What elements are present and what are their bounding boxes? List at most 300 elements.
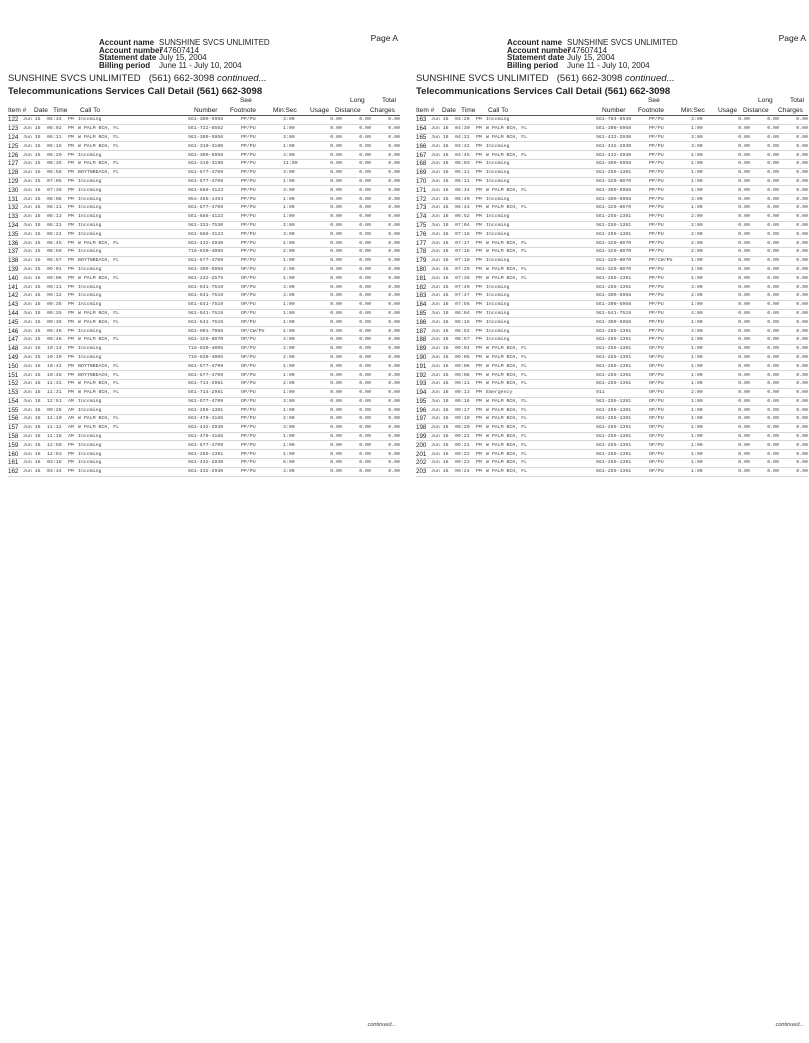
call-to: Incoming xyxy=(78,152,102,158)
call-date: Jun 16 xyxy=(431,460,449,466)
table-row xyxy=(8,362,400,371)
call-to: W PALM BCH, FL xyxy=(78,390,120,396)
call-meridiem: PM xyxy=(68,161,74,167)
usage-charge: 0.00 xyxy=(738,178,750,184)
phone-number: 561-255-1391 xyxy=(596,381,632,387)
phone-number: 561-309-5958 xyxy=(188,134,224,140)
item-number: 142 xyxy=(8,292,19,300)
call-meridiem: PM xyxy=(476,381,482,387)
long-distance-charge: 0.00 xyxy=(359,187,371,193)
call-date: Jun 16 xyxy=(431,293,449,299)
billing-period-label: Billing period xyxy=(507,60,559,70)
call-time: 12:53 xyxy=(47,451,62,457)
call-meridiem: PM xyxy=(476,398,482,404)
usage-charge: 0.00 xyxy=(330,372,342,378)
item-number: 159 xyxy=(8,441,19,449)
duration: 1:00 xyxy=(691,407,703,413)
footnote: OP/PU xyxy=(241,302,256,308)
usage-charge: 0.00 xyxy=(330,187,342,193)
call-date: Jun 16 xyxy=(23,434,41,440)
footnote: PP/PU xyxy=(649,302,664,308)
call-date: Jun 15 xyxy=(23,196,41,202)
call-to: BOYTNBEACH, FL xyxy=(78,372,120,378)
item-number: 151 xyxy=(8,371,19,379)
total-charge: 0.00 xyxy=(796,143,808,149)
call-time: 09:35 xyxy=(47,310,62,316)
long-distance-charge: 0.00 xyxy=(767,451,779,457)
table-row xyxy=(8,441,400,450)
call-to: W PALM BCH, FL xyxy=(486,152,528,158)
total-charge: 0.00 xyxy=(796,284,808,290)
total-charge: 0.00 xyxy=(796,346,808,352)
item-number: 165 xyxy=(416,133,427,141)
call-to: W PALM BCH, FL xyxy=(78,310,120,316)
account-name: SUNSHINE SVCS UNLIMITED xyxy=(567,38,678,47)
total-charge: 0.00 xyxy=(388,416,400,422)
call-date: Jun 15 xyxy=(23,178,41,184)
footnote: OP/PU xyxy=(649,469,664,475)
footnote: OP/PU xyxy=(649,346,664,352)
call-time: 12:50 xyxy=(47,442,62,448)
phone-number: 561-329-8070 xyxy=(188,337,224,343)
long-distance-charge: 0.00 xyxy=(359,205,371,211)
total-charge: 0.00 xyxy=(796,117,808,123)
long-distance-charge: 0.00 xyxy=(359,363,371,369)
call-to: Incoming xyxy=(486,178,510,184)
call-time: 07:40 xyxy=(455,284,470,290)
footnote: OP/PU xyxy=(649,442,664,448)
item-number: 197 xyxy=(416,415,427,423)
duration: 1:00 xyxy=(283,451,295,457)
call-meridiem: PM xyxy=(476,258,482,264)
duration: 4:00 xyxy=(283,337,295,343)
item-number: 127 xyxy=(8,160,19,168)
col-item: Item # xyxy=(8,107,27,114)
call-to: W PALM BCH, FL xyxy=(78,134,120,140)
call-date: Jun 15 xyxy=(23,187,41,193)
call-time: 10:14 xyxy=(47,346,62,352)
call-date: Jun 16 xyxy=(431,328,449,334)
item-number: 169 xyxy=(416,169,427,177)
call-date: Jun 15 xyxy=(23,143,41,149)
table-row xyxy=(416,186,808,195)
long-distance-charge: 0.00 xyxy=(359,354,371,360)
total-charge: 0.00 xyxy=(388,231,400,237)
call-to: Incoming xyxy=(78,442,102,448)
long-distance-charge: 0.00 xyxy=(767,390,779,396)
usage-charge: 0.00 xyxy=(738,398,750,404)
phone-number: 716-830-4005 xyxy=(188,249,224,255)
call-time: 08:24 xyxy=(47,231,62,237)
long-distance-charge: 0.00 xyxy=(767,205,779,211)
long-distance-charge: 0.00 xyxy=(359,293,371,299)
item-number: 129 xyxy=(8,177,19,185)
page-label: Page A xyxy=(370,33,398,43)
table-row xyxy=(8,397,400,406)
usage-charge: 0.00 xyxy=(738,469,750,475)
call-date: Jun 16 xyxy=(431,170,449,176)
table-row xyxy=(416,124,808,133)
long-distance-charge: 0.00 xyxy=(767,310,779,316)
call-meridiem: PM xyxy=(476,302,482,308)
usage-charge: 0.00 xyxy=(330,266,342,272)
call-meridiem: PM xyxy=(68,205,74,211)
call-meridiem: PM xyxy=(68,275,74,281)
total-charge: 0.00 xyxy=(388,205,400,211)
call-time: 08:50 xyxy=(47,249,62,255)
duration: 1:00 xyxy=(283,390,295,396)
total-charge: 0.00 xyxy=(796,196,808,202)
call-time: 08:13 xyxy=(47,214,62,220)
item-number: 144 xyxy=(8,309,19,317)
call-to: Incoming xyxy=(78,178,102,184)
footnote: PP/PU xyxy=(241,170,256,176)
phone-number: 561-310-3190 xyxy=(188,161,224,167)
call-meridiem: PM xyxy=(68,354,74,360)
table-row xyxy=(416,159,808,168)
call-meridiem: PM xyxy=(68,231,74,237)
long-distance-charge: 0.00 xyxy=(359,143,371,149)
total-charge: 0.00 xyxy=(388,152,400,158)
footnote: PP/PU xyxy=(241,161,256,167)
call-meridiem: AM xyxy=(68,398,74,404)
account-number: 747607414 xyxy=(159,45,200,55)
item-number: 149 xyxy=(8,353,19,361)
item-number: 147 xyxy=(8,336,19,344)
usage-charge: 0.00 xyxy=(738,240,750,246)
headline-continued: continued... xyxy=(625,73,675,84)
footnote: PP/PU xyxy=(649,205,664,211)
table-row xyxy=(416,335,808,344)
usage-charge: 0.00 xyxy=(330,425,342,431)
call-time: 09:46 xyxy=(47,337,62,343)
headline-continued: continued... xyxy=(217,73,267,84)
footnote: OP/PU xyxy=(241,275,256,281)
duration: 1:00 xyxy=(283,196,295,202)
item-number: 139 xyxy=(8,265,19,273)
call-meridiem: AM xyxy=(68,425,74,431)
usage-charge: 0.00 xyxy=(330,143,342,149)
call-date: Jun 16 xyxy=(431,266,449,272)
call-date: Jun 15 xyxy=(23,214,41,220)
total-charge: 0.00 xyxy=(388,284,400,290)
call-time: 09:06 xyxy=(455,363,470,369)
duration: 1:00 xyxy=(691,469,703,475)
call-to: Incoming xyxy=(78,346,102,352)
phone-number: 561-255-1391 xyxy=(596,434,632,440)
usage-charge: 0.00 xyxy=(738,302,750,308)
call-date: Jun 16 xyxy=(431,407,449,413)
total-charge: 0.00 xyxy=(388,407,400,413)
call-time: 09:06 xyxy=(47,275,62,281)
total-charge: 0.00 xyxy=(388,293,400,299)
table-row xyxy=(8,195,400,204)
usage-charge: 0.00 xyxy=(738,170,750,176)
table-row xyxy=(416,459,808,468)
usage-charge: 0.00 xyxy=(330,407,342,413)
call-time: 07:04 xyxy=(455,222,470,228)
long-distance-charge: 0.00 xyxy=(359,196,371,202)
call-meridiem: PM xyxy=(476,354,482,360)
item-number: 153 xyxy=(8,389,19,397)
total-charge: 0.00 xyxy=(388,249,400,255)
call-meridiem: PM xyxy=(476,222,482,228)
table-row xyxy=(416,353,808,362)
usage-charge: 0.00 xyxy=(738,143,750,149)
call-time: 07:18 xyxy=(455,249,470,255)
footnote: PP/PU xyxy=(241,451,256,457)
call-meridiem: PM xyxy=(476,214,482,220)
usage-charge: 0.00 xyxy=(738,425,750,431)
phone-number: 561-255-1391 xyxy=(596,398,632,404)
duration: 3:00 xyxy=(283,134,295,140)
call-to: Incoming xyxy=(78,293,102,299)
call-date: Jun 15 xyxy=(23,249,41,255)
footnote: PP/PU xyxy=(649,134,664,140)
call-date: Jun 16 xyxy=(431,196,449,202)
account-number-label: Account number xyxy=(99,45,163,55)
table-row xyxy=(416,221,808,230)
call-date: Jun 15 xyxy=(23,302,41,308)
item-number: 174 xyxy=(416,213,427,221)
phone-number: 561-432-2930 xyxy=(596,143,632,149)
item-number: 135 xyxy=(8,230,19,238)
call-time: 06:34 xyxy=(455,187,470,193)
duration: 1:00 xyxy=(283,442,295,448)
usage-charge: 0.00 xyxy=(330,258,342,264)
phone-number: 561-577-4709 xyxy=(188,372,224,378)
call-date: Jun 15 xyxy=(23,161,41,167)
continued-note: continued... xyxy=(367,1022,396,1028)
call-meridiem: PM xyxy=(476,390,482,396)
phone-number: 561-255-1391 xyxy=(596,275,632,281)
footnote: OP/PU xyxy=(241,381,256,387)
total-charge: 0.00 xyxy=(388,126,400,132)
usage-charge: 0.00 xyxy=(330,205,342,211)
call-time: 09:20 xyxy=(455,425,470,431)
headline-company: SUNSHINE SVCS UNLIMITED xyxy=(8,73,141,84)
table-row xyxy=(8,265,400,274)
total-charge: 0.00 xyxy=(796,126,808,132)
total-charge: 0.00 xyxy=(388,328,400,334)
col-usage: Usage xyxy=(718,107,738,114)
duration: 1:00 xyxy=(691,416,703,422)
long-distance-charge: 0.00 xyxy=(767,161,779,167)
footnote: PP/PU xyxy=(649,240,664,246)
section-headline xyxy=(416,73,675,84)
usage-charge: 0.00 xyxy=(330,354,342,360)
phone-number: 561-686-4123 xyxy=(188,187,224,193)
usage-charge: 0.00 xyxy=(738,381,750,387)
usage-charge: 0.00 xyxy=(738,205,750,211)
call-meridiem: PM xyxy=(476,187,482,193)
table-row xyxy=(8,309,400,318)
call-date: Jun 16 xyxy=(431,117,449,123)
call-date: Jun 16 xyxy=(431,240,449,246)
call-date: Jun 16 xyxy=(431,469,449,475)
call-date: Jun 16 xyxy=(431,249,449,255)
call-time: 09:46 xyxy=(47,328,62,334)
table-row xyxy=(8,318,400,327)
footnote: OP/PU xyxy=(241,372,256,378)
call-time: 06:40 xyxy=(455,196,470,202)
call-to: Incoming xyxy=(78,214,102,220)
total-charge: 0.00 xyxy=(796,222,808,228)
duration: 1:00 xyxy=(691,434,703,440)
call-meridiem: PM xyxy=(476,205,482,211)
call-time: 05:11 xyxy=(455,170,470,176)
duration: 1:00 xyxy=(691,337,703,343)
call-date: Jun 15 xyxy=(23,354,41,360)
call-to: W PALM BCH, FL xyxy=(78,275,120,281)
duration: 3:00 xyxy=(283,170,295,176)
table-row xyxy=(8,159,400,168)
call-to: Incoming xyxy=(486,214,510,220)
call-time: 10:42 xyxy=(47,363,62,369)
call-date: Jun 16 xyxy=(23,451,41,457)
total-charge: 0.00 xyxy=(796,258,808,264)
table-row xyxy=(8,327,400,336)
item-number: 183 xyxy=(416,292,427,300)
call-date: Jun 16 xyxy=(431,126,449,132)
total-charge: 0.00 xyxy=(796,293,808,299)
call-time: 03:34 xyxy=(47,469,62,475)
call-date: Jun 15 xyxy=(23,310,41,316)
call-meridiem: PM xyxy=(476,231,482,237)
long-distance-charge: 0.00 xyxy=(359,178,371,184)
call-date: Jun 15 xyxy=(23,134,41,140)
call-meridiem: PM xyxy=(476,434,482,440)
phone-number: 561-686-4123 xyxy=(188,214,224,220)
table-row xyxy=(8,168,400,177)
call-meridiem: PM xyxy=(476,117,482,123)
call-to: Incoming xyxy=(486,302,510,308)
call-meridiem: AM xyxy=(68,416,74,422)
call-date: Jun 16 xyxy=(431,205,449,211)
call-meridiem: PM xyxy=(476,143,482,149)
table-row xyxy=(8,300,400,309)
call-to: Incoming xyxy=(78,196,102,202)
total-charge: 0.00 xyxy=(388,187,400,193)
call-to: BOYTNBEACH, FL xyxy=(78,363,120,369)
usage-charge: 0.00 xyxy=(738,152,750,158)
usage-charge: 0.00 xyxy=(330,319,342,325)
total-charge: 0.00 xyxy=(796,460,808,466)
footnote: PP/PU xyxy=(649,178,664,184)
total-charge: 0.00 xyxy=(388,258,400,264)
footnote: OP/PU xyxy=(649,372,664,378)
footnote: PP/PU xyxy=(649,143,664,149)
call-to: W PALM BCH, FL xyxy=(486,266,528,272)
long-distance-charge: 0.00 xyxy=(767,196,779,202)
call-meridiem: PM xyxy=(68,372,74,378)
footnote: PP/PU xyxy=(649,161,664,167)
table-row xyxy=(8,256,400,265)
footnote: PP/PU xyxy=(649,293,664,299)
phone-number: 561-541-7519 xyxy=(188,293,224,299)
long-distance-charge: 0.00 xyxy=(359,390,371,396)
phone-number: 561-478-4188 xyxy=(188,434,224,440)
phone-number: 716-830-4005 xyxy=(188,354,224,360)
phone-number: 561-255-1391 xyxy=(596,328,632,334)
total-charge: 0.00 xyxy=(796,328,808,334)
duration: 1:00 xyxy=(283,258,295,264)
table-row xyxy=(416,423,808,432)
usage-charge: 0.00 xyxy=(330,161,342,167)
call-time: 08:04 xyxy=(455,310,470,316)
usage-charge: 0.00 xyxy=(738,284,750,290)
call-date: Jun 16 xyxy=(431,425,449,431)
duration: 1:00 xyxy=(691,178,703,184)
table-row xyxy=(8,203,400,212)
call-time: 09:19 xyxy=(455,416,470,422)
call-date: Jun 16 xyxy=(431,416,449,422)
long-distance-charge: 0.00 xyxy=(359,222,371,228)
call-to: W PALM BCH, FL xyxy=(486,460,528,466)
table-row xyxy=(416,195,808,204)
long-distance-charge: 0.00 xyxy=(359,434,371,440)
call-meridiem: PM xyxy=(476,284,482,290)
long-distance-charge: 0.00 xyxy=(359,346,371,352)
call-date: Jun 16 xyxy=(431,381,449,387)
phone-number: 561-329-8070 xyxy=(596,258,632,264)
table-row xyxy=(8,221,400,230)
account-number-label: Account number xyxy=(507,45,571,55)
footnote: PP/PU xyxy=(649,284,664,290)
call-time: 07:19 xyxy=(455,258,470,264)
call-meridiem: PM xyxy=(476,293,482,299)
call-time: 06:15 xyxy=(47,143,62,149)
item-number: 196 xyxy=(416,406,427,414)
total-charge: 0.00 xyxy=(796,170,808,176)
call-to: W PALM BCH, FL xyxy=(78,126,120,132)
phone-number: 561-577-4709 xyxy=(188,442,224,448)
call-time: 09:35 xyxy=(47,302,62,308)
long-distance-charge: 0.00 xyxy=(767,354,779,360)
item-number: 171 xyxy=(416,186,427,194)
item-number: 146 xyxy=(8,327,19,335)
phone-number: 561-255-1391 xyxy=(596,346,632,352)
item-number: 157 xyxy=(8,424,19,432)
total-charge: 0.00 xyxy=(796,451,808,457)
call-date: Jun 16 xyxy=(431,337,449,343)
table-row xyxy=(416,291,808,300)
col-total: Total xyxy=(790,97,804,104)
call-date: Jun 15 xyxy=(23,152,41,158)
item-number: 123 xyxy=(8,125,19,133)
usage-charge: 0.00 xyxy=(738,249,750,255)
call-date: Jun 15 xyxy=(23,328,41,334)
item-number: 128 xyxy=(8,169,19,177)
call-meridiem: PM xyxy=(68,442,74,448)
table-row xyxy=(8,415,400,424)
total-charge: 0.00 xyxy=(796,337,808,343)
table-row xyxy=(416,300,808,309)
call-time: 09:24 xyxy=(455,469,470,475)
footnote: OP/PU xyxy=(241,346,256,352)
col-distance: Distance xyxy=(743,107,769,114)
call-meridiem: PM xyxy=(68,240,74,246)
item-number: 201 xyxy=(416,450,427,458)
call-meridiem: PM xyxy=(68,222,74,228)
call-detail-table xyxy=(8,116,400,477)
long-distance-charge: 0.00 xyxy=(767,328,779,334)
duration: 1:00 xyxy=(691,363,703,369)
item-number: 133 xyxy=(8,213,19,221)
long-distance-charge: 0.00 xyxy=(767,187,779,193)
call-time: 07:16 xyxy=(455,231,470,237)
usage-charge: 0.00 xyxy=(330,196,342,202)
